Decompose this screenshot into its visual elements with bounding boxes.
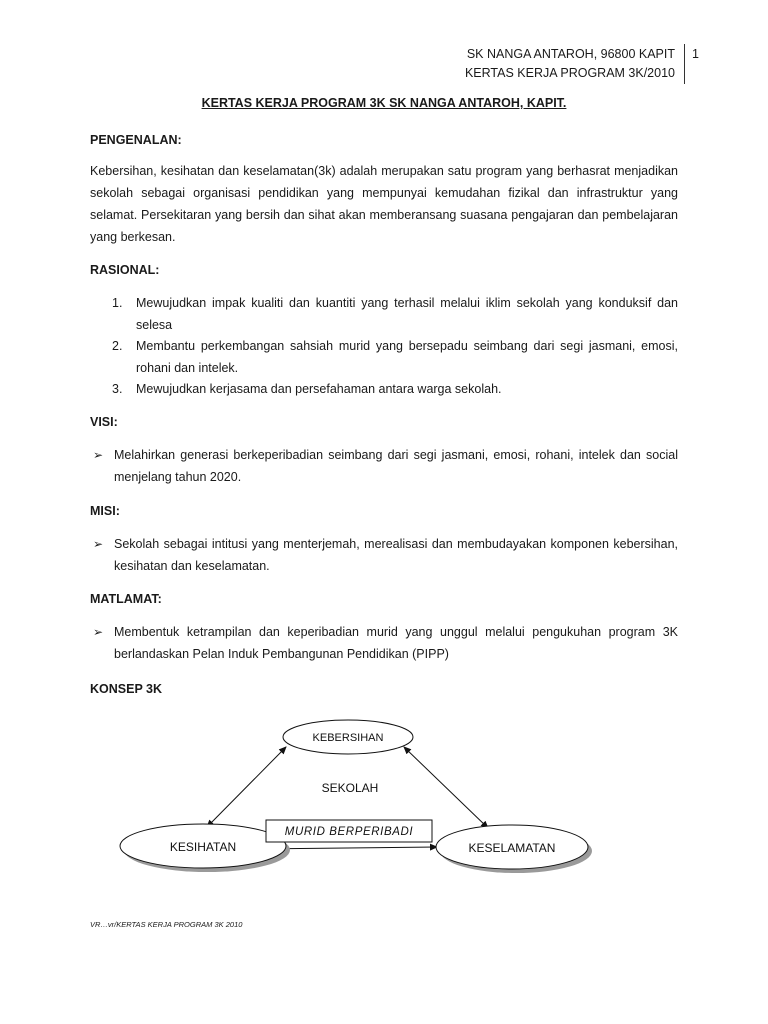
- murid-box-label: MURID BERPERIBADI: [284, 826, 414, 838]
- section-heading-misi: MISI:: [90, 504, 120, 518]
- list-item-number: 1.: [112, 296, 123, 310]
- pengenalan-paragraph: Kebersihan, kesihatan dan keselamatan(3k) adalah merupakan satu program yang berhasrat menjadikan sekolah sebagai organisasi pendidikan yang mempunyai kemudahan fizikal dan infrastruktur yang selamat. Persekitaran yang bersih dan sihat akan memberansang suasana pengajaran dan pembelajaran yang berkesan.: [90, 164, 678, 244]
- list-item: Membantu perkembangan sahsiah murid yang bersepadu seimbang dari segi jasmani, emosi, rohani dan intelek.: [136, 339, 678, 375]
- center-label-sekolah: SEKOLAH: [321, 781, 379, 795]
- list-item: Mewujudkan kerjasama dan persefahaman antara warga sekolah.: [136, 382, 502, 396]
- node-kebersihan-label: KEBERSIHAN: [312, 732, 384, 744]
- list-item: Mewujudkan impak kualiti dan kuantiti yang terhasil melalui iklim sekolah yang konduksif dan selesa: [136, 296, 678, 332]
- list-item-number: 2.: [112, 339, 123, 353]
- document-title: KERTAS KERJA PROGRAM 3K SK NANGA ANTAROH, KAPIT.: [201, 96, 567, 110]
- page-footer: VR…vr/KERTAS KERJA PROGRAM 3K 2010: [90, 920, 243, 929]
- misi-text: Sekolah sebagai intitusi yang menterjemah, merealisasi dan membudayakan komponen kebersihan, kesihatan dan keselamatan.: [114, 537, 678, 573]
- arrow-kebersihan-keselamatan: [404, 747, 488, 828]
- section-heading-pengenalan: PENGENALAN:: [90, 133, 182, 147]
- section-heading-visi: VISI:: [90, 415, 118, 429]
- arrow-kebersihan-kesihatan: [207, 747, 286, 827]
- arrow-bullet-icon: ➢: [93, 448, 104, 462]
- section-heading-rasional: RASIONAL:: [90, 263, 160, 277]
- header-doc-title: KERTAS KERJA PROGRAM 3K/2010: [464, 66, 675, 80]
- section-heading-matlamat: MATLAMAT:: [90, 592, 162, 606]
- section-heading-konsep: KONSEP 3K: [90, 682, 163, 696]
- arrow-bullet-icon: ➢: [93, 537, 104, 551]
- list-item-number: 3.: [112, 382, 123, 396]
- node-keselamatan-label: KESELAMATAN: [468, 841, 556, 855]
- page-number: 1: [692, 47, 699, 61]
- visi-text: Melahirkan generasi berkeperibadian seimbang dari segi jasmani, emosi, rohani, intelek dan social menjelang tahun 2020.: [114, 448, 678, 484]
- arrow-bullet-icon: ➢: [93, 625, 104, 639]
- header-school-name: SK NANGA ANTAROH, 96800 KAPIT: [466, 47, 675, 61]
- node-kesihatan-label: KESIHATAN: [169, 840, 237, 854]
- matlamat-text: Membentuk ketrampilan dan keperibadian murid yang unggul melalui pengukuhan program 3K berlandaskan Pelan Induk Pembangunan Pendidikan (PIPP): [114, 625, 678, 661]
